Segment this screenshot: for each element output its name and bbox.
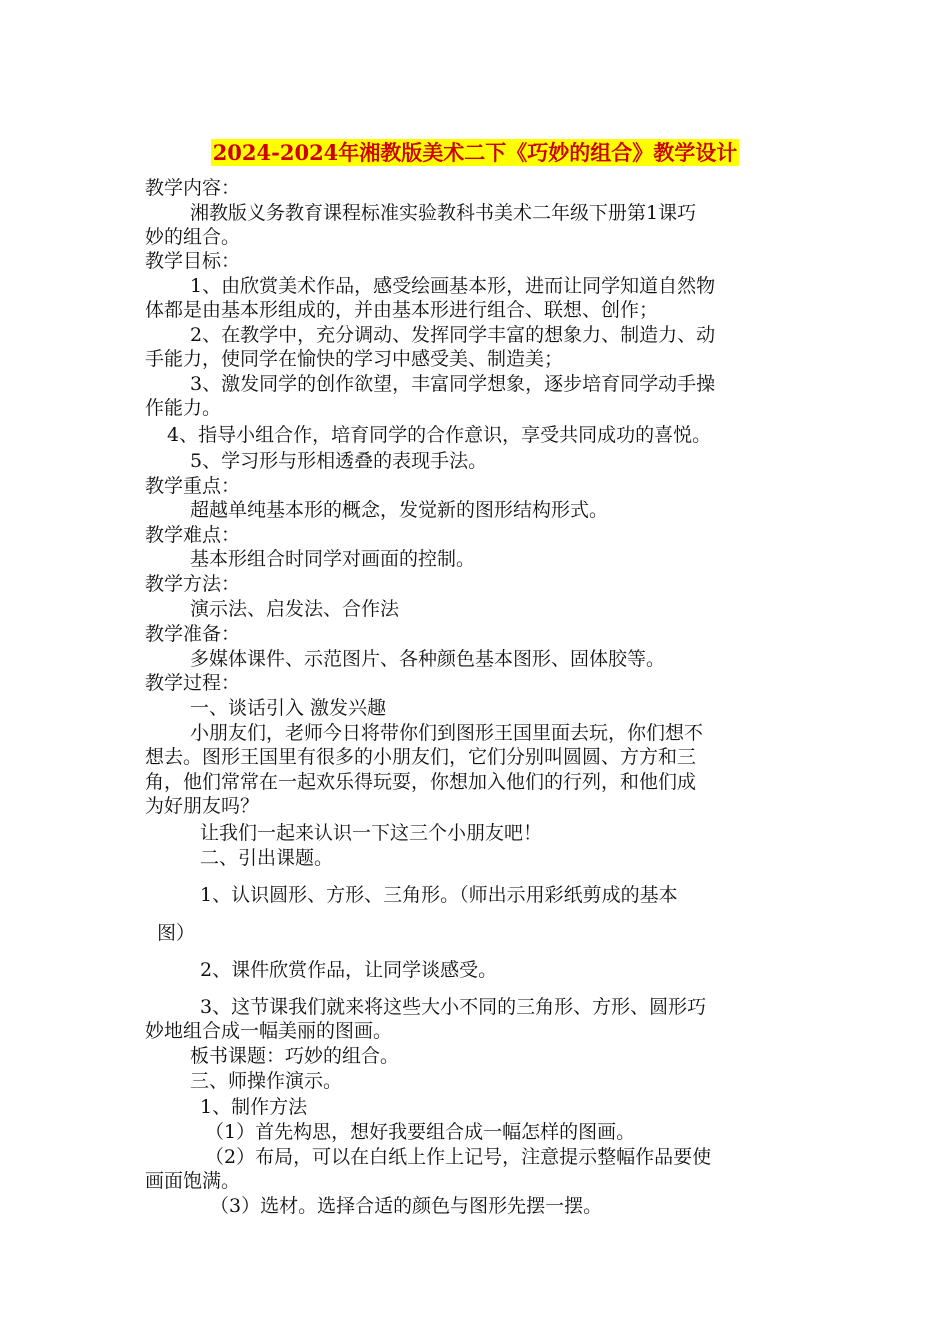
document-title: 2024-2024年湘教版美术二下《巧妙的组合》教学设计 [212,140,738,165]
paragraph-line: 湘教版义务教育课程标准实验教科书美术二年级下册第1课巧 [190,202,697,224]
section-heading: 教学难点： [145,524,241,546]
paragraph-line: 2、在教学中，充分调动、发挥同学丰富的想象力、制造力、动 [190,324,716,346]
paragraph-line: 3、这节课我们就来将这些大小不同的三角形、方形、圆形巧 [200,996,707,1018]
paragraph-line: 4、指导小组合作，培育同学的合作意识，享受共同成功的喜悦。 [167,424,712,446]
paragraph-line: 1、由欣赏美术作品，感受绘画基本形，进而让同学知道自然物 [190,275,716,297]
paragraph-line: （1）首先构思，想好我要组合成一幅怎样的图画。 [205,1121,636,1143]
paragraph-line: 1、认识圆形、方形、三角形。（师出示用彩纸剪成的基本 [200,884,678,906]
paragraph-line: 手能力，使同学在愉快的学习中感受美、制造美； [145,348,564,370]
paragraph-line: 二、引出课题。 [200,847,334,869]
paragraph-line: 画面饱满。 [145,1170,241,1192]
section-heading: 教学过程： [145,672,241,694]
paragraph-line: 2、课件欣赏作品，让同学谈感受。 [200,959,498,981]
paragraph-line: 3、激发同学的创作欲望，丰富同学想象，逐步培育同学动手操 [190,373,716,395]
paragraph-line: 让我们一起来认识一下这三个小朋友吧！ [200,822,543,844]
paragraph-line: （3）选材。选择合适的颜色与图形先摆一摆。 [210,1195,603,1217]
paragraph-line: 超越单纯基本形的概念，发觉新的图形结构形式。 [190,499,609,521]
paragraph-line: 小朋友们，老师今日将带你们到图形王国里面去玩，你们想不 [190,722,704,744]
paragraph-line: 三、师操作演示。 [190,1070,343,1092]
section-heading: 教学重点： [145,475,241,497]
title-container [0,139,950,166]
paragraph-line: 妙地组合成一幅美丽的图画。 [145,1020,393,1042]
section-heading: 教学目标： [145,250,241,272]
paragraph-line: 基本形组合时同学对画面的控制。 [190,548,476,570]
paragraph-line: 一、谈话引入 激发兴趣 [190,697,387,719]
paragraph-line: 1、制作方法 [200,1096,308,1118]
section-heading: 教学准备： [145,623,241,645]
paragraph-line: 多媒体课件、示范图片、各种颜色基本图形、固体胶等。 [190,648,666,670]
section-heading: 教学方法： [145,573,241,595]
paragraph-line: 5、学习形与形相透叠的表现手法。 [190,450,488,472]
paragraph-line: 想去。图形王国里有很多的小朋友们，它们分别叫圆圆、方方和三 [145,746,697,768]
paragraph-line: 体都是由基本形组成的，并由基本形进行组合、联想、创作； [145,299,659,321]
paragraph-line: （2）布局，可以在白纸上作上记号，注意提示整幅作品要使 [205,1146,712,1168]
paragraph-line: 板书课题：巧妙的组合。 [190,1045,400,1067]
paragraph-line: 演示法、启发法、合作法 [190,598,400,620]
paragraph-line: 为好朋友吗？ [145,795,260,817]
section-heading: 教学内容： [145,177,241,199]
paragraph-line: 妙的组合。 [145,226,241,248]
paragraph-line: 作能力。 [145,397,222,419]
paragraph-line: 角，他们常常在一起欢乐得玩耍，你想加入他们的行列，和他们成 [145,771,697,793]
paragraph-line: 图） [157,922,196,944]
